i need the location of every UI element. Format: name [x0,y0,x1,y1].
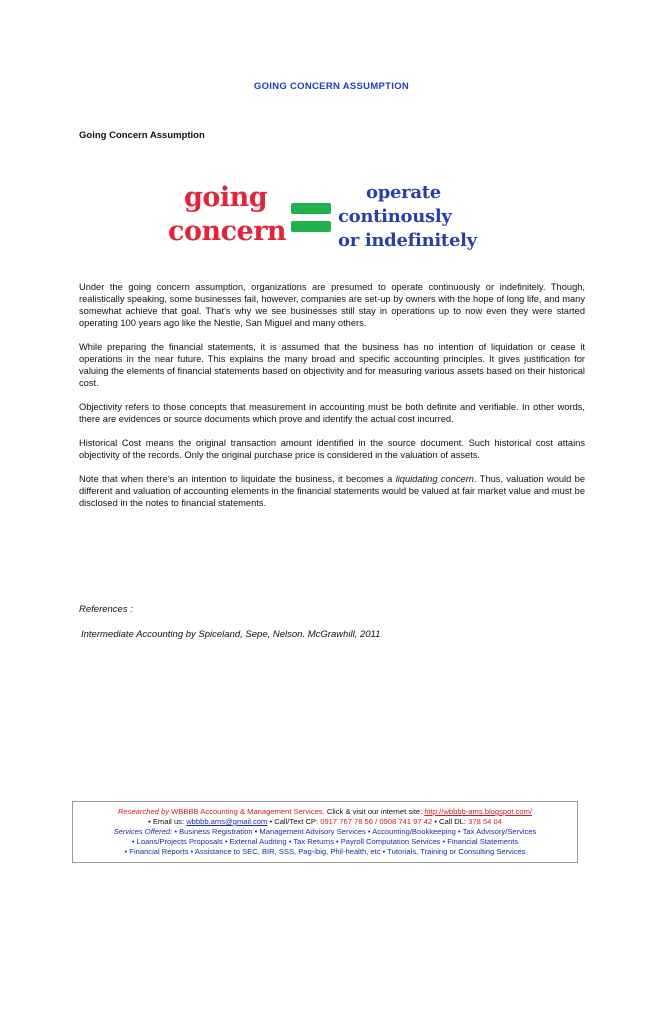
footer-line-services-2: • Loans/Projects Proposals • External Auditing • Tax Returns • Payroll Computation Services • Financial Statements [131,837,519,846]
graphic-word-continously: continously [338,206,452,227]
paragraph-historical-cost: Historical Cost means the original transaction amount identified in the source document. Such historical cost attains objectivity of the records. Only the original purchase price is considered in the valuation of assets. [79,438,585,460]
equals-sign-bottom-bar [291,221,331,232]
paragraph-liquidating-concern [79,473,585,509]
paragraph-going-concern: Under the going concern assumption, organizations are presumed to operate continuously or indefinitely. Though, realistically speaking, some businesses fail, however, companies are set-up by owners with the hope of long life, and many somewhat achieve that goal. That’s why we see businesses still stay in operations up to now even they were started operating 100 years ago like the Nestle, San Miguel and many others. [79,282,585,328]
liquidating-concern-term: liquidating concern [395,474,474,484]
footer-line-services-1 [75,827,575,837]
references-label: References : [79,604,133,615]
footer-box [72,801,578,863]
graphic-word-going: going [184,182,268,213]
services-list-1: • Business Registration • Management Advisory Services • Accounting/Bookkeeping • Tax Advisory/Services [172,827,537,836]
section-heading: Going Concern Assumption [79,130,205,141]
call-dl-label: • Call DL: [432,817,469,826]
paragraph-objectivity: Objectivity refers to those concepts that measurement in accounting must be both definite and verifiable. In other words, there are evidences or source documents which prove and identify the actual cost incurred. [79,402,585,424]
paragraph-financial-statements: While preparing the financial statements, it is assumed that the business has no intention of liquidation or cease it operations in the near future. This explains the many broad and specific accounting principles. It gives justification for valuing the elements of financial statements based on objectivity and for measuring various assets based on their historical cost. [79,342,585,388]
website-link[interactable]: http://wbbbb-ams.blogspot.com/ [424,807,533,816]
call-text-label: • Call/Text CP: [267,817,321,826]
visit-text: Click & visit our internet site: [324,807,425,816]
graphic-word-concern: concern [168,216,287,247]
company-name: WBBBB Accounting & Management Services. [169,807,325,816]
footer-line-contact [75,817,575,827]
dl-number: 378 54 04 [468,817,502,826]
graphic-word-operate: operate [366,182,441,203]
cp-numbers: 0917 767 78 56 / 0908 741 97 42 [320,817,433,826]
body-text [79,281,585,521]
reference-item: Intermediate Accounting by Spiceland, Sepe, Nelson. McGrawhill, 2011 [81,629,381,640]
footer-line-services-3: • Financial Reports • Assistance to SEC, BIR, SSS, Pag-ibig, Phil-health, etc • Tutorials, Training or Consulting Services [124,847,526,856]
footer-line-researched [75,807,575,817]
graphic-word-or-indefinitely: or indefinitely [338,230,477,251]
services-label: Services Offered: [113,827,173,836]
page-title: GOING CONCERN ASSUMPTION [253,81,410,92]
email-prefix: • Email us: [148,817,187,826]
equals-sign-top-bar [291,203,331,214]
researched-by-label: Researched by [117,807,170,816]
p5-text-after: . Thus, valuation would be different and valuation of accounting elements in the financial statements would be valued at fair market value and must be disclosed in the notes to financial statements. [79,474,585,508]
going-concern-graphic [160,178,520,258]
email-link[interactable]: wbbbb.ams@gmail.com [186,817,268,826]
p5-text-before: Note that when there’s an intention to liquidate the business, it becomes a [79,474,396,484]
